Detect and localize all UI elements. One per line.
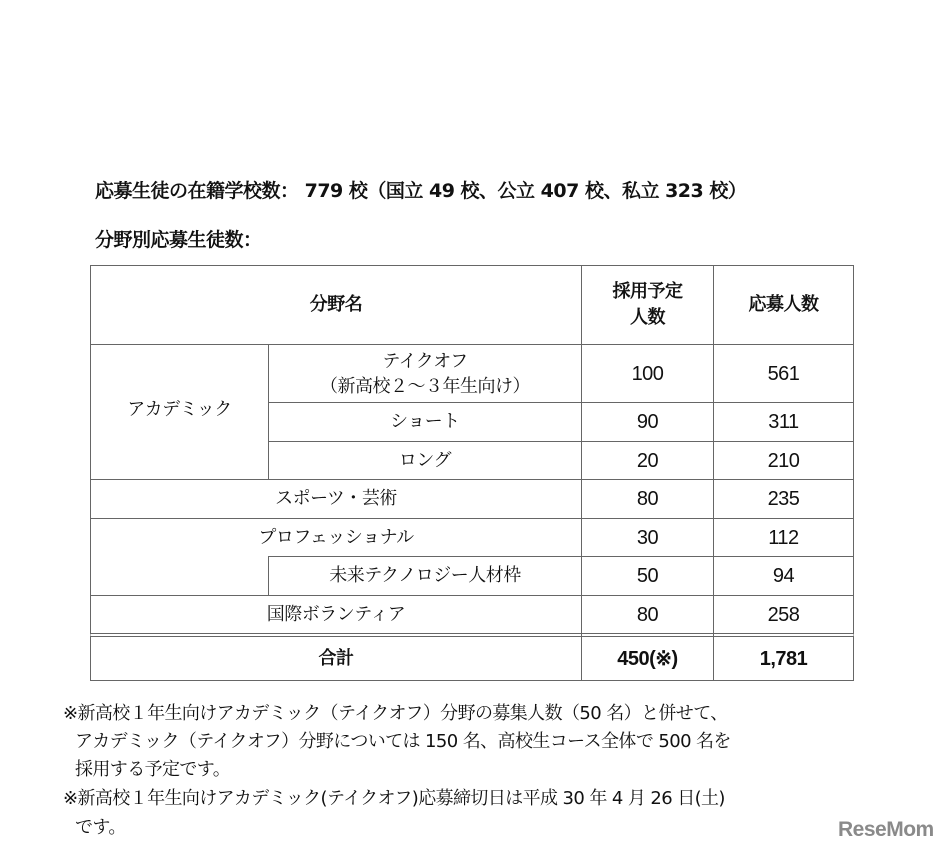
row-sports-name: スポーツ・芸術 [90,479,582,519]
header-planned-line2: 人数 [630,307,665,328]
takeoff-line2: （新高校２～３年生向け） [320,375,530,397]
row-professional-planned: 30 [581,518,714,557]
row-sports-planned: 80 [581,479,714,519]
row-short-name: ショート [268,402,582,442]
row-takeoff-name [268,344,582,403]
row-sports-applicants: 235 [713,479,854,519]
row-volunteer-name: 国際ボランティア [90,595,582,634]
footnote-2-line1: ※新高校１年生向けアカデミック(テイクオフ)応募締切日は平成 30 年 4 月 26 日(土) [63,788,725,809]
row-future-tech-planned: 50 [581,556,714,596]
header-planned-line1: 採用予定 [612,281,683,302]
row-future-tech-name: 未来テクノロジー人材枠 [268,556,582,596]
field-heading: 分野別応募生徒数： [95,229,262,251]
total-label: 合計 [90,633,582,681]
footnote-1-line3: 採用する予定です。 [75,759,231,780]
row-takeoff-planned: 100 [581,344,714,403]
footnote-1-line1: ※新高校１年生向けアカデミック（テイクオフ）分野の募集人数（50 名）と併せて、 [63,703,728,724]
school-count-line: 応募生徒の在籍学校数： 779 校（国立 49 校、公立 407 校、私立 323 校） [95,180,747,202]
header-field: 分野名 [90,265,582,345]
row-future-tech-applicants: 94 [713,556,854,596]
footnote-2-line2: です。 [75,817,126,838]
row-volunteer-applicants: 258 [713,595,854,634]
header-planned [581,265,714,345]
row-long-planned: 20 [581,441,714,480]
footnote-1-line2: アカデミック（テイクオフ）分野については 150 名、高校生コース全体で 500 名を [75,731,731,752]
row-short-applicants: 311 [713,402,854,442]
group-academic: アカデミック [90,344,269,480]
row-short-planned: 90 [581,402,714,442]
row-volunteer-planned: 80 [581,595,714,634]
row-long-applicants: 210 [713,441,854,480]
row-takeoff-applicants: 561 [713,344,854,403]
row-long-name: ロング [268,441,582,480]
header-applicants: 応募人数 [713,265,854,345]
row-professional-name: プロフェッショナル [258,526,414,548]
total-planned: 450(※) [581,633,714,681]
takeoff-line1: テイクオフ [382,350,468,372]
total-applicants: 1,781 [713,633,854,681]
resemom-watermark-logo: ReseMom [838,818,934,841]
row-professional-applicants: 112 [713,518,854,557]
